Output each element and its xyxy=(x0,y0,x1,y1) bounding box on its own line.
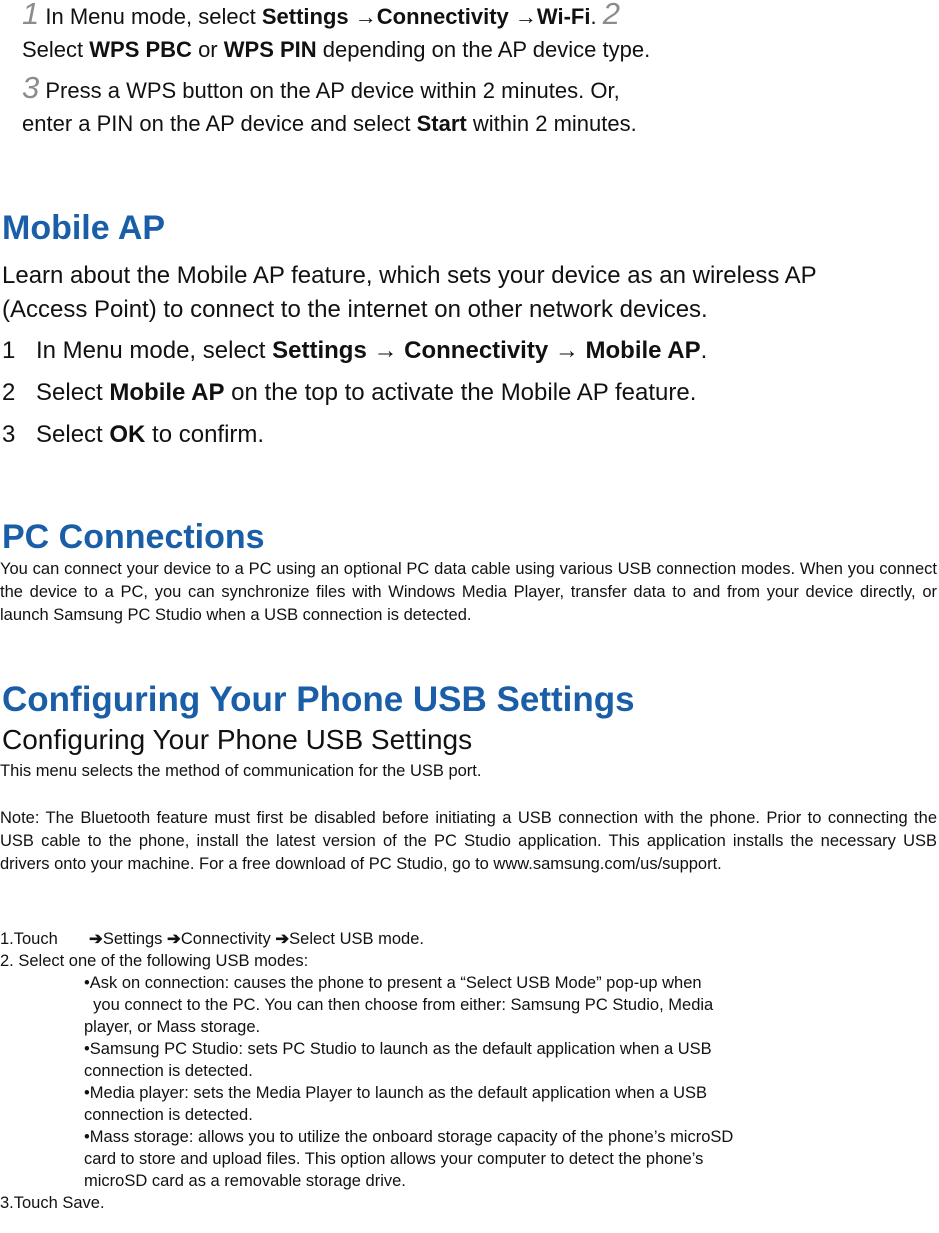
menu-wifi: Wi-Fi xyxy=(536,4,591,29)
step-text: on the top to activate the Mobile AP feature. xyxy=(224,379,697,406)
usb-steps xyxy=(0,928,937,1214)
step-text: Select xyxy=(36,421,110,448)
usb-description: This menu selects the method of communication for the USB port. xyxy=(0,762,482,780)
list-item-line: card to store and upload files. This option allows your computer to detect the phone’s xyxy=(84,1150,704,1168)
step-number: 1 xyxy=(22,0,40,31)
wps-step-1-line xyxy=(22,0,922,30)
step-text: depending on the AP device type. xyxy=(316,37,651,62)
arrow-right-icon: ➔ xyxy=(275,930,290,948)
usb-note: Note: The Bluetooth feature must first be disabled before initiating a USB connection with the phone. Prior to connecting the USB cable to the phone, install the latest version of the PC Studio application. This application installs the necessary USB drivers onto your machine. For a free download of PC Studio, go to www.samsung.com/us/support. xyxy=(0,809,937,873)
step-text: In Menu mode, select xyxy=(45,4,262,29)
list-item xyxy=(84,1126,937,1192)
menu-settings: Settings xyxy=(102,930,168,948)
step-text: In Menu mode, select xyxy=(36,337,273,364)
arrow-right-icon: ➔ xyxy=(88,930,103,948)
step-text: Press a WPS button on the AP device within 2 minutes. Or, xyxy=(45,78,620,103)
usb-step-1 xyxy=(0,928,937,950)
menu-settings: Settings xyxy=(261,4,349,29)
section-title-pc-connections: PC Connections xyxy=(2,518,265,556)
list-item xyxy=(84,1038,937,1082)
intro-line: (Access Point) to connect to the internet on other network devices. xyxy=(2,296,708,323)
list-item-line: microSD card as a removable storage drive. xyxy=(84,1172,406,1190)
mobile-ap-step-2 xyxy=(2,376,937,418)
menu-settings: Settings xyxy=(272,337,367,364)
list-item-line: you connect to the PC. You can then choose from either: Samsung PC Studio, Media xyxy=(84,996,714,1014)
mobile-ap-intro xyxy=(2,259,937,327)
step-text: Select xyxy=(22,37,90,62)
menu-connectivity: Connectivity xyxy=(376,4,509,29)
wps-step-3-cont xyxy=(22,106,922,142)
wps-step-2-line xyxy=(22,30,922,70)
mobile-ap-steps xyxy=(2,334,937,460)
period: . xyxy=(700,337,708,364)
arrow: → xyxy=(508,4,537,29)
list-item-line: connection is detected. xyxy=(84,1106,253,1124)
step-number: 2 xyxy=(2,379,16,406)
wps-steps xyxy=(22,0,922,142)
step-text: within 2 minutes. xyxy=(466,111,637,136)
step-text: or xyxy=(191,37,224,62)
arrow: → xyxy=(366,337,405,364)
button-start: Start xyxy=(416,111,467,136)
pc-connections-body: You can connect your device to a PC using an optional PC data cable using various USB connection modes. When you connect the device to a PC, you can synchronize files with Windows Media Player, transfer data to and from your device directly, or launch Samsung PC Studio when a USB connection is detected. xyxy=(0,560,937,624)
step-number: 1 xyxy=(2,337,16,364)
button-ok: OK xyxy=(109,421,146,448)
step-text: to confirm. xyxy=(145,421,265,448)
list-item-line: •Ask on connection: causes the phone to present a “Select USB Mode” pop-up when xyxy=(84,974,702,992)
step-number: 2 xyxy=(602,0,620,31)
option-wps-pin: WPS PIN xyxy=(223,37,317,62)
menu-mobile-ap: Mobile AP xyxy=(585,337,701,364)
step-text: enter a PIN on the AP device and select xyxy=(22,111,417,136)
menu-connectivity: Connectivity xyxy=(404,337,549,364)
mobile-ap-step-3 xyxy=(2,418,937,460)
section-title-usb: Configuring Your Phone USB Settings xyxy=(2,724,473,755)
wps-step-3-line xyxy=(22,70,922,106)
step-number: 3 xyxy=(22,70,40,105)
arrow-right-icon: ➔ xyxy=(167,930,181,948)
menu-connectivity: Connectivity xyxy=(180,930,276,948)
usb-step-3: 3.Touch Save. xyxy=(0,1194,105,1212)
intro-line: Learn about the Mobile AP feature, which sets your device as an wireless AP xyxy=(2,262,817,289)
arrow: → xyxy=(348,4,377,29)
mobile-ap-step-1 xyxy=(2,334,937,376)
step-text: 1.Touch xyxy=(0,930,58,948)
list-item-line: connection is detected. xyxy=(84,1062,253,1080)
list-item-line: •Samsung PC Studio: sets PC Studio to launch as the default application when a USB xyxy=(84,1040,712,1058)
usb-step-2: 2. Select one of the following USB modes: xyxy=(0,952,309,970)
list-item-line: •Mass storage: allows you to utilize the onboard storage capacity of the phone’s microSD xyxy=(84,1128,734,1146)
list-item-line: player, or Mass storage. xyxy=(84,1018,261,1036)
usb-mode-list xyxy=(0,972,937,1192)
list-item-line: •Media player: sets the Media Player to launch as the default application when a USB xyxy=(84,1084,708,1102)
option-mobile-ap: Mobile AP xyxy=(109,379,225,406)
list-item xyxy=(84,972,937,1038)
menu-select-usb-mode: Select USB mode. xyxy=(289,930,424,948)
section-title-usb-blue: Configuring Your Phone USB Settings xyxy=(2,680,635,719)
list-item xyxy=(84,1082,937,1126)
step-number: 3 xyxy=(2,421,16,448)
period: . xyxy=(590,4,597,29)
step-text: Select xyxy=(36,379,110,406)
option-wps-pbc: WPS PBC xyxy=(89,37,192,62)
arrow: → xyxy=(548,337,586,364)
section-title-mobile-ap: Mobile AP xyxy=(2,209,166,247)
